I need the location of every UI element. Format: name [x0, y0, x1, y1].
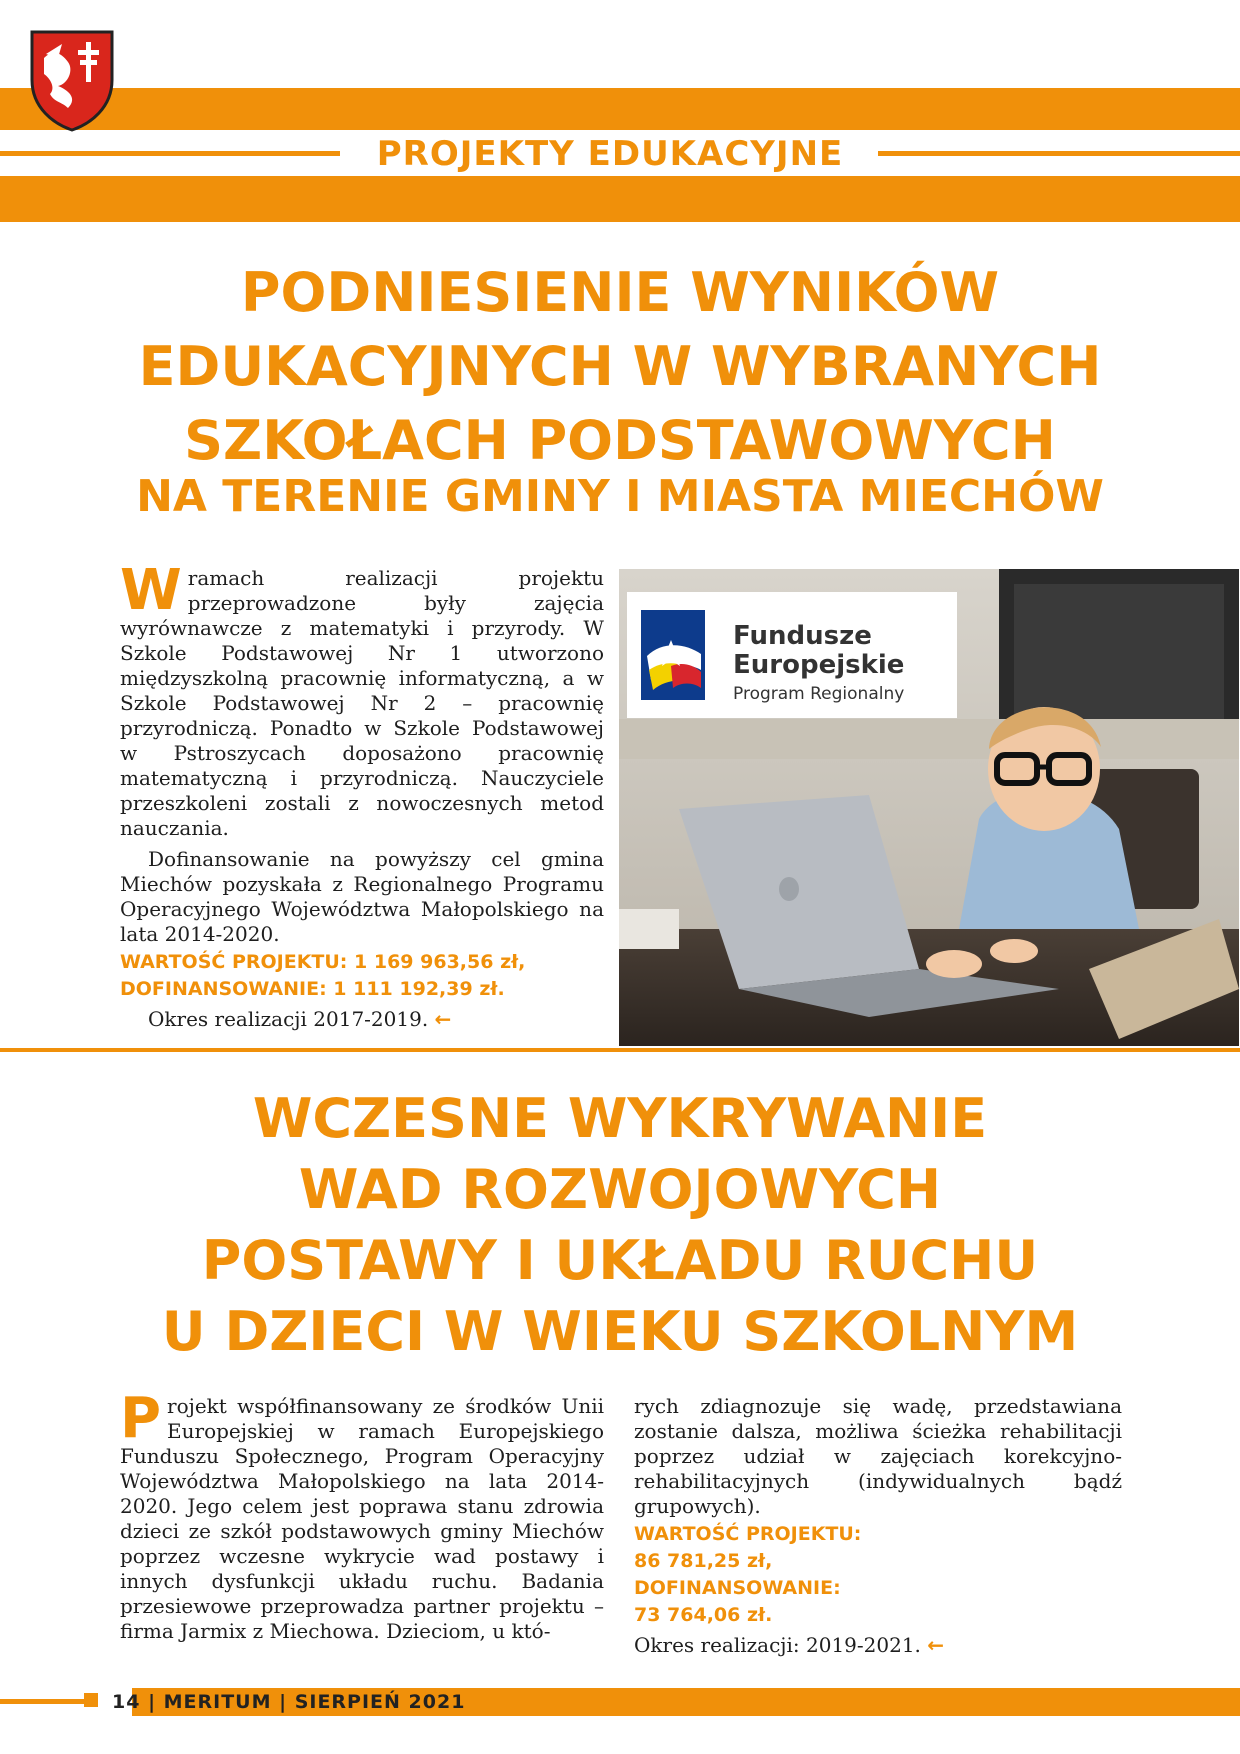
article2-col1: Projekt współfinansowany ze środków Unii Europejskiej w ramach Europejskiego Funduszu Społecznego, Program Operacyjny Województwa Małopolskiego na lata 2014-2020. Jego celem jest poprawa stanu zdrowia dzieci ze szkół podstawowych gminy Miechów poprzez wczesne wykrycie wad postawy i innych dysfunkcji układu ruchu. Badania przesiewowe przeprowadza partner projektu – firma Jarmix z Miechowa. Dzieciom, u któ-: [120, 1386, 604, 1643]
issue-date: SIERPIEŃ 2021: [294, 1691, 466, 1713]
end-arrow-icon: ←: [927, 1633, 945, 1657]
article2-title-line: WCZESNE WYKRYWANIE: [252, 1087, 988, 1150]
article2-funding-amount: 73 764,06 zł.: [634, 1604, 773, 1626]
end-arrow-icon: ←: [434, 1007, 452, 1031]
article2-period: Okres realizacji: 2019-2021. ←: [634, 1633, 945, 1657]
article1-photo: [619, 569, 1239, 1046]
article2-value-amount: 86 781,25 zł,: [634, 1550, 773, 1572]
article2-col2-text: rych zdiagnozuje się wadę, przedstawiana zostanie dalsza, możliwa ścieżka rehabilitacji poprzez udział w zajęciach korekcyjno-rehabilitacyjnych (indywidualnych bądź grupowych).: [634, 1394, 1122, 1518]
eu-funds-logo: [627, 592, 957, 718]
article1-para2: Dofinansowanie na powyższy cel gmina Miechów pozyskała z Regionalnego Programu Operacyjnego Województwa Małopolskiego na lata 2014-2020.: [120, 847, 604, 946]
coat-of-arms-icon: [28, 28, 116, 132]
magazine-name: MERITUM: [163, 1691, 272, 1713]
section-title: PROJEKTY EDUKACYJNE: [376, 134, 844, 174]
article1-title-line: SZKOŁACH PODSTAWOWYCH: [184, 409, 1056, 472]
article2-title-line: U DZIECI W WIEKU SZKOLNYM: [161, 1300, 1079, 1363]
footer-line: [0, 1699, 86, 1704]
article2-value-label: WARTOŚĆ PROJEKTU:: [634, 1523, 862, 1545]
logo-line1: Fundusze: [733, 621, 872, 651]
article1-funding: DOFINANSOWANIE: 1 111 192,39 zł.: [120, 978, 505, 1000]
article2-title: [60, 1083, 1180, 1367]
header-bar-top: [0, 88, 1240, 130]
article1-body: [120, 558, 604, 1032]
section-divider: [0, 1048, 1240, 1052]
footer-text: 14 | MERITUM | SIERPIEŃ 2021: [112, 1691, 466, 1713]
article2-funding-label: DOFINANSOWANIE:: [634, 1577, 841, 1599]
footer-square-icon: [84, 1693, 98, 1707]
article1-title-line: PODNIESIENIE WYNIKÓW: [240, 261, 1000, 324]
logo-line2: Europejskie: [733, 650, 905, 680]
page-number: 14: [112, 1691, 141, 1713]
article2-col2: [634, 1394, 1122, 1658]
article2-title-line: POSTAWY I UKŁADU RUCHU: [201, 1229, 1039, 1292]
article1-title: [60, 256, 1180, 478]
article2-title-line: WAD ROZWOJOWYCH: [298, 1158, 942, 1221]
article1-para1: Wramach realizacji projektu przeprowadzone były zajęcia wyrównawcze z matematyki i przyrody. W Szkole Podstawowej Nr 1 utworzono międzyszkolną pracownię informatyczną, a w Szkole Podstawowej Nr 2 – pracownię przyrodniczą. Ponadto w Szkole Podstawowej w Pstroszycach doposażono pracownię matematyczną i przyrodniczą. Nauczyciele przeszkoleni zostali z nowoczesnych metod nauczania.: [120, 558, 604, 840]
article1-title-line: EDUKACYJNYCH W WYBRANYCH: [138, 335, 1102, 398]
article1-period: Okres realizacji 2017-2019. ←: [148, 1007, 452, 1031]
header-bar-bottom: [0, 176, 1240, 222]
article1-project-value: WARTOŚĆ PROJEKTU: 1 169 963,56 zł,: [120, 951, 526, 973]
dropcap: W: [120, 558, 182, 623]
page-footer: [0, 1680, 1240, 1724]
dropcap: P: [120, 1386, 162, 1451]
section-band: [0, 134, 1240, 174]
eu-flag-icon: [641, 610, 705, 700]
logo-line3: Program Regionalny: [733, 684, 905, 704]
article1-subtitle: NA TERENIE GMINY I MIASTA MIECHÓW: [136, 471, 1104, 522]
